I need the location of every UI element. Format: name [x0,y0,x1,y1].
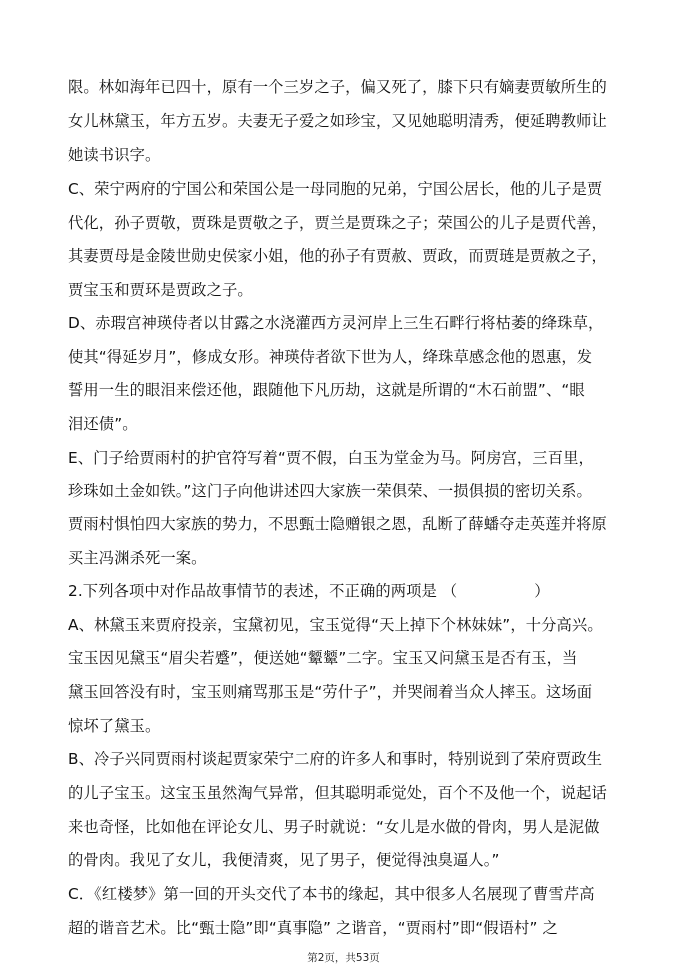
text-line: D、赤瑕宫神瑛侍者以甘露之水浇灌西方灵河岸上三生石畔行将枯萎的绛珠草， [68,314,604,332]
text-line: 的骨肉。我见了女儿，我便清爽，见了男子，便觉得浊臭逼人。” [68,851,500,869]
text-line: 买主冯渊杀死一案。 [68,549,207,567]
text-line: 泪还债”。 [68,415,138,433]
text-line: 超的谐音艺术。比“甄士隐”即“真事隐” 之谐音，“贾雨村”即“假语村” 之 [68,919,558,937]
text-line: 贾雨村惧怕四大家族的势力，不思甄士隐赠银之恩，乱断了薛蟠夺走英莲并将原 [68,515,607,533]
text-line: 女儿林黛玉，年方五岁。夫妻无子爱之如珍宝，又见她聪明清秀，便延聘教师让 [68,112,607,130]
text-line: 惊坏了黛玉。 [68,717,161,735]
text-line: 誓用一生的眼泪来偿还他，跟随他下凡历劫，这就是所谓的“木石前盟”、“眼 [68,381,585,399]
text-line: E、门子给贾雨村的护官符写着“贾不假，白玉为堂金为马。阿房宫，三百里， [68,449,594,467]
text-line: 她读书识字。 [68,146,161,164]
text-line: 其妻贾母是金陵世勋史侯家小姐，他的孙子有贾赦、贾政，而贾琏是贾赦之子， [68,247,607,265]
text-line: C、荣宁两府的宁国公和荣国公是一母同胞的兄弟，宁国公居长，他的儿子是贾 [68,180,603,198]
text-line: B、冷子兴同贾雨村谈起贾家荣宁二府的许多人和事时，特别说到了荣府贾政生 [68,750,603,768]
text-line: 宝玉因见黛玉“眉尖若蹙”，便送她“颦颦”二字。宝玉又问黛玉是否有玉，当 [68,649,578,667]
text-line: 珍珠如土金如铁。”这门子向他讲述四大家族一荣俱荣、一损俱损的密切关系。 [68,482,592,500]
text-line: A、林黛玉来贾府投亲，宝黛初见，宝玉觉得“天上掉下个林妹妹”，十分高兴。 [68,616,603,634]
text-line: 代化，孙子贾敬，贾珠是贾敬之子，贾兰是贾珠之子；荣国公的儿子是贾代善， [68,214,607,232]
text-line: 来也奇怪，比如他在评论女儿、男子时就说：“女儿是水做的骨肉，男人是泥做 [68,818,600,836]
text-line: C．《红楼梦》第一回的开头交代了本书的缘起，其中很多人名展现了曹雪芹高 [68,885,595,903]
text-line: 的儿子宝玉。这宝玉虽然淘气异常，但其聪明乖觉处，百个不及他一个，说起话 [68,784,607,802]
text-line: 使其“得延岁月”，修成女形。神瑛侍者欲下世为人，绛珠草感念他的恩惠，发 [68,348,593,366]
text-line: 2.下列各项中对作品故事情节的表述，不正确的两项是 （ ） [68,582,550,600]
page-footer: 第2页，共53页 [307,952,380,964]
text-line: 贾宝玉和贾环是贾政之子。 [68,281,253,299]
text-line: 黛玉回答没有时，宝玉则痛骂那玉是“劳什子”，并哭闹着当众人摔玉。这场面 [68,683,593,701]
text-line: 限。林如海年已四十，原有一个三岁之子，偏又死了，膝下只有嫡妻贾敏所生的 [68,78,607,96]
